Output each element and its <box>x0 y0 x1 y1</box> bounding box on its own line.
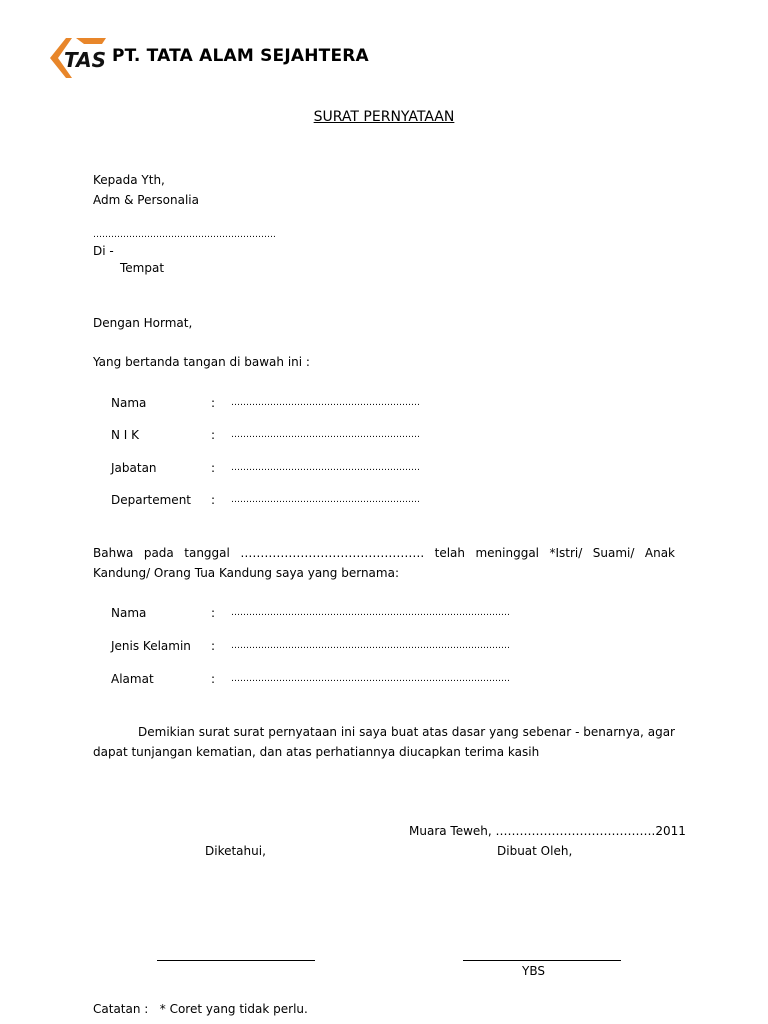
field-colon: : <box>211 672 216 686</box>
signature-line-diketahui <box>157 960 315 961</box>
field-value: ……………………………………………………… <box>231 463 420 473</box>
diketahui-label: Diketahui, <box>205 844 266 858</box>
field-label: Nama <box>111 396 147 410</box>
field-colon: : <box>211 461 216 475</box>
signature-line-dibuat-oleh <box>463 960 621 961</box>
logo-mark-icon <box>46 34 116 82</box>
field-value: ………………………………………………………………………………… <box>231 608 510 618</box>
footnote: Catatan : * Coret yang tidak perlu. <box>93 1002 308 1016</box>
recipient-di: Di - <box>93 244 114 258</box>
field-value: ………………………………………………………………………………… <box>231 674 510 684</box>
field-colon: : <box>211 606 216 620</box>
field-label: Departement <box>111 493 191 507</box>
intro-text: Yang bertanda tangan di bawah ini : <box>93 355 310 369</box>
recipient-line3: ……………………………………………………. <box>93 230 276 240</box>
salutation: Dengan Hormat, <box>93 316 193 330</box>
field-value: ……………………………………………………… <box>231 495 420 505</box>
recipient-line1: Kepada Yth, <box>93 173 165 187</box>
field-value: ………………………………………………………………………………… <box>231 641 510 651</box>
company-logo <box>46 34 116 82</box>
place-date: Muara Teweh, ………………………………….2011 <box>409 824 686 838</box>
field-colon: : <box>211 396 216 410</box>
field-label: Alamat <box>111 672 154 686</box>
field-label: Nama <box>111 606 147 620</box>
recipient-line2: Adm & Personalia <box>93 193 199 207</box>
field-colon: : <box>211 639 216 653</box>
company-name: PT. TATA ALAM SEJAHTERA <box>112 46 369 66</box>
field-label: Jabatan <box>111 461 157 475</box>
document-title: SURAT PERNYATAAN <box>313 109 455 125</box>
field-value: ……………………………………………………… <box>231 398 420 408</box>
field-label: N I K <box>111 428 140 442</box>
field-colon: : <box>211 493 216 507</box>
recipient-tempat: Tempat <box>120 261 165 275</box>
ybs-label: YBS <box>522 964 545 978</box>
field-value: ……………………………………………………… <box>231 430 420 440</box>
logo-text: TAS <box>64 48 106 72</box>
field-label: Jenis Kelamin <box>111 639 191 653</box>
statement-paragraph: Bahwa pada tanggal ………………………………………. telah meninggal *Istri/ Suami/ Anak Kandung/ Orang Tua Kandung saya yang bernama: <box>93 546 675 580</box>
closing-paragraph: Demikian surat surat pernyataan ini saya buat atas dasar yang sebenar - benarnya, agar dapat tunjangan kematian, dan atas perhatiannya diucapkan terima kasih <box>93 725 675 759</box>
field-colon: : <box>211 428 216 442</box>
dibuat-oleh-label: Dibuat Oleh, <box>497 844 573 858</box>
